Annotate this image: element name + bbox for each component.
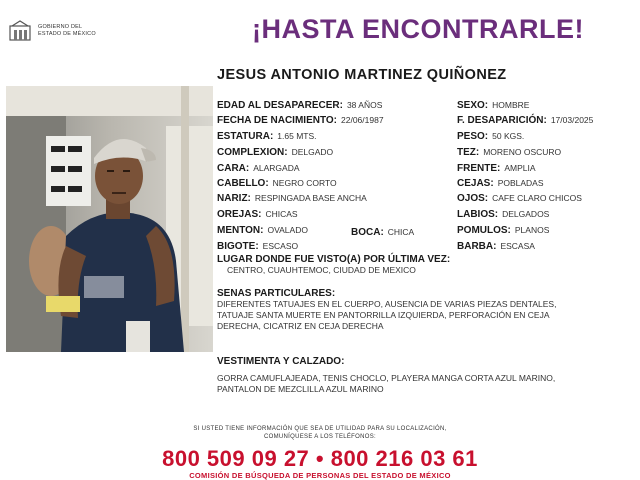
field-menton-label: MENTON:: [217, 225, 264, 236]
senas-line: DERECHA, CICATRIZ EN CEJA DERECHA: [217, 321, 384, 331]
footer-info-line1: SI USTED TIENE INFORMACIÓN QUE SEA DE UTILIDAD PARA SU LOCALIZACIÓN,: [193, 426, 447, 432]
field-orejas-label: OREJAS:: [217, 209, 262, 220]
field-barba-label: BARBA:: [457, 241, 497, 252]
field-cara-value: ALARGADA: [253, 163, 300, 173]
field-frente-value: AMPLIA: [504, 163, 536, 173]
field-tez-label: TEZ:: [457, 147, 480, 158]
field-frente-label: FRENTE:: [457, 163, 501, 174]
last-seen-section: [217, 254, 450, 276]
field-edad-value: 38 AÑOS: [346, 100, 383, 110]
field-labios-value: DELGADOS: [502, 209, 550, 219]
field-cejas-value: POBLADAS: [497, 178, 544, 188]
field-sexo-value: HOMBRE: [492, 100, 530, 110]
field-boca: [351, 222, 414, 240]
field-tez-value: MORENO OSCURO: [483, 147, 562, 157]
field-cabello-label: CABELLO:: [217, 178, 269, 189]
field-boca-value: CHICA: [387, 227, 415, 237]
field-peso-value: 50 KGS.: [492, 131, 525, 141]
last-seen-value: CENTRO, CUAUHTEMOC, CIUDAD DE MEXICO: [227, 265, 416, 275]
vestimenta-line: PANTALON DE MEZCLILLA AZUL MARINO: [217, 384, 384, 394]
comision-label: COMISIÓN DE BÚSQUEDA DE PERSONAS DEL ESTADO DE MÉXICO: [189, 471, 451, 480]
senas-label: SENAS PARTICULARES:: [217, 288, 336, 299]
field-estatura-label: ESTATURA:: [217, 131, 274, 142]
senas-line: TATUAJE SANTA MUERTE EN PANTORRILLA IZQUIERDA, PERFORACIÓN EN CEJA: [217, 310, 550, 320]
field-peso-label: PESO:: [457, 131, 489, 142]
vestimenta-label: VESTIMENTA Y CALZADO:: [217, 356, 345, 367]
field-cabello-value: NEGRO CORTO: [272, 178, 337, 188]
person-photo: [6, 86, 213, 352]
poster-title: ¡HASTA ENCONTRARLE!: [252, 14, 584, 44]
field-nariz-value: RESPINGADA BASE ANCHA: [254, 193, 367, 203]
logo-line1: GOBIERNO DEL: [38, 24, 83, 30]
field-f-desaparicion-label: F. DESAPARICIÓN:: [457, 115, 547, 126]
field-complexion-label: COMPLEXION:: [217, 147, 288, 158]
field-cejas-label: CEJAS:: [457, 178, 494, 189]
field-barba: [457, 236, 535, 254]
field-bigote-value: ESCASO: [262, 241, 299, 251]
phone-numbers: 800 509 09 27 • 800 216 03 61: [162, 446, 478, 471]
senas-line: DIFERENTES TATUAJES EN EL CUERPO, AUSENCIA DE VARIAS PIEZAS DENTALES,: [217, 299, 557, 309]
field-pomulos-value: PLANOS: [514, 225, 550, 235]
field-fecha-nacimiento-label: FECHA DE NACIMIENTO:: [217, 115, 337, 126]
last-seen-label: LUGAR DONDE FUE VISTO(A) POR ÚLTIMA VEZ:: [217, 254, 451, 265]
field-orejas-value: CHICAS: [265, 209, 298, 219]
field-labios-label: LABIOS:: [457, 209, 499, 220]
state-emblem-icon: [8, 20, 32, 44]
vestimenta-line: GORRA CAMUFLAJEADA, TENIS CHOCLO, PLAYERA MANGA CORTA AZUL MARINO,: [217, 373, 556, 383]
field-complexion-value: DELGADO: [291, 147, 334, 157]
field-nariz-label: NARIZ:: [217, 193, 251, 204]
senas-section: [217, 288, 556, 332]
vestimenta-section: [217, 356, 555, 395]
field-edad-label: EDAD AL DESAPARECER:: [217, 100, 343, 111]
field-ojos-value: CAFE CLARO CHICOS: [492, 193, 582, 203]
footer-info-line2: COMUNÍQUESE A LOS TELÉFONOS:: [264, 434, 376, 440]
government-logo: [8, 20, 118, 46]
field-menton-value: OVALADO: [267, 225, 308, 235]
person-name: JESUS ANTONIO MARTINEZ QUIÑONEZ: [217, 67, 507, 83]
field-pomulos-label: POMULOS:: [457, 225, 511, 236]
field-sexo-label: SEXO:: [457, 100, 489, 111]
field-estatura-value: 1.65 MTS.: [277, 131, 317, 141]
field-ojos-label: OJOS:: [457, 193, 489, 204]
logo-line2: ESTADO DE MÉXICO: [38, 31, 96, 37]
field-cara-label: CARA:: [217, 163, 250, 174]
field-boca-label: BOCA:: [351, 227, 384, 238]
field-bigote-label: BIGOTE:: [217, 241, 259, 252]
field-barba-value: ESCASA: [500, 241, 535, 251]
field-fecha-nacimiento-value: 22/06/1987: [341, 115, 384, 125]
field-bigote: [217, 236, 298, 254]
field-f-desaparicion-value: 17/03/2025: [550, 115, 594, 125]
